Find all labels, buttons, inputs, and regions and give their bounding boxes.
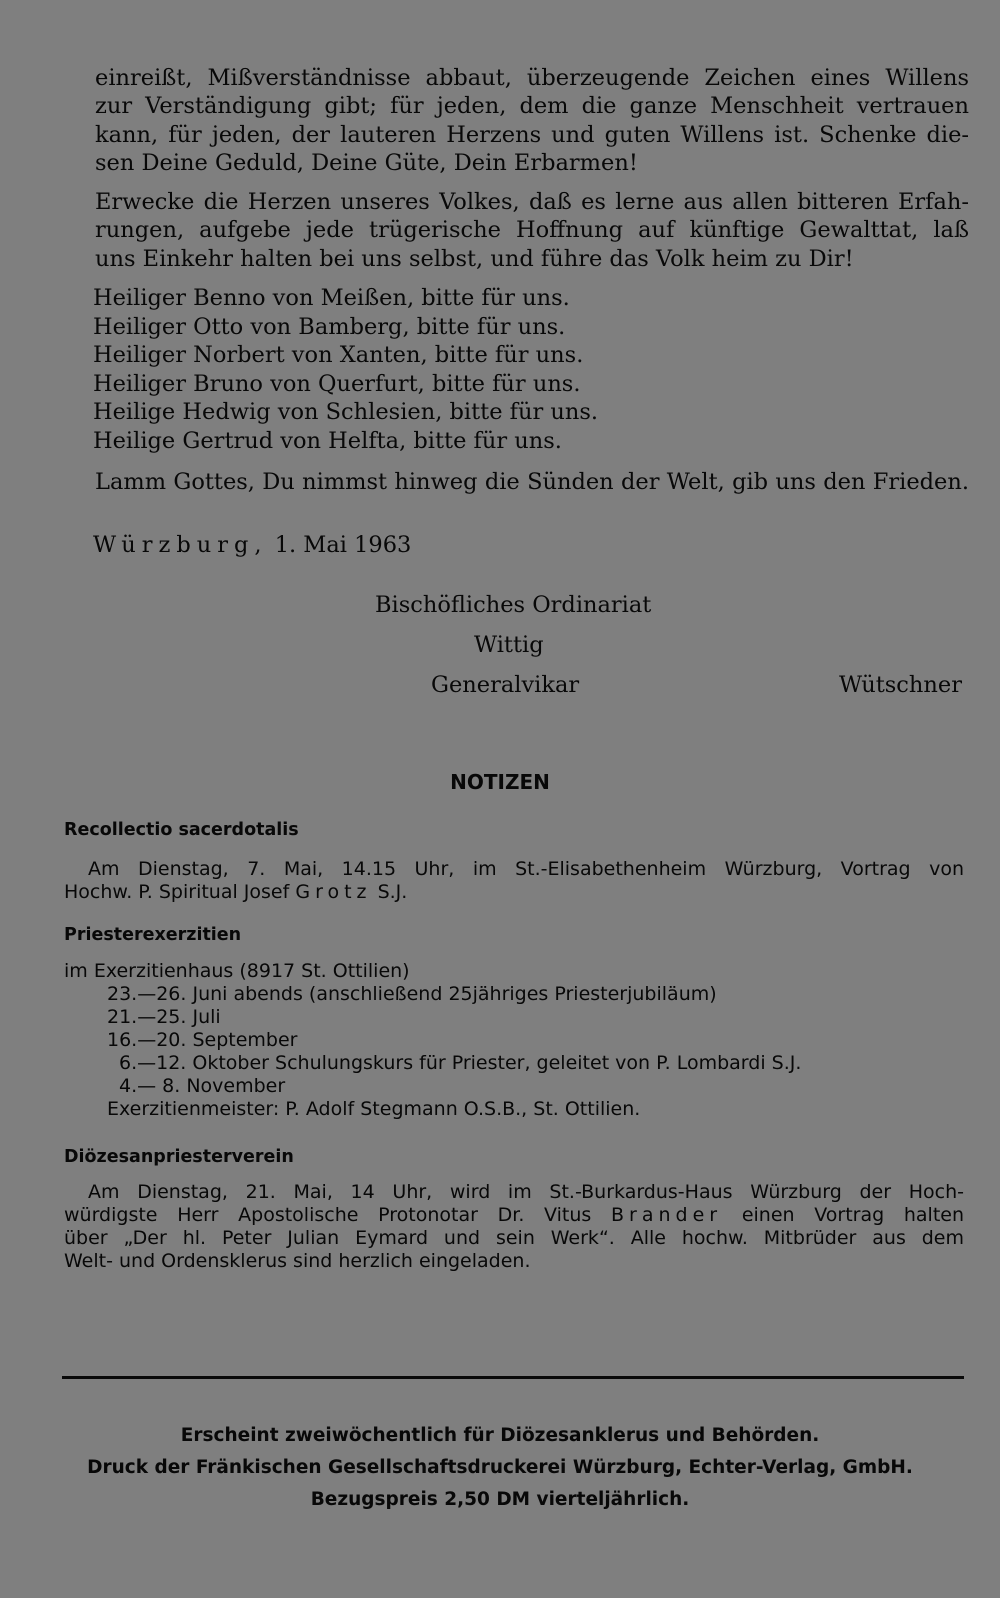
exerzitien-intro: im Exerzitienhaus (8917 St. Ottilien) <box>64 960 410 982</box>
signature-name: Wittig <box>474 632 544 658</box>
litany-line: Heilige Hedwig von Schlesien, bitte für uns. <box>93 399 599 426</box>
dateline-date: 1. Mai 1963 <box>274 532 412 558</box>
text-line: über „Der hl. Peter Julian Eymard und sein Werk“. Alle hochw. Mitbrüder aus dem <box>64 1227 964 1249</box>
prayer-paragraph-2 <box>95 188 969 273</box>
speaker-name: Grotz <box>295 881 372 903</box>
litany-line: Heiliger Otto von Bamberg, bitte für uns. <box>93 313 566 340</box>
section-heading-recollectio: Recollectio sacerdotalis <box>64 820 299 840</box>
prayer-closing <box>95 468 969 496</box>
date-line: 21.—25. Juli <box>107 1006 221 1028</box>
recollectio-text <box>64 858 964 904</box>
litany-line: Heiliger Benno von Meißen, bitte für uns. <box>93 285 570 311</box>
text-fragment: einen Vortrag halten <box>741 1204 965 1226</box>
prayer-paragraph-1 <box>95 64 969 178</box>
dateline <box>93 532 411 558</box>
signature-secretary: Wütschner <box>839 672 962 698</box>
text-line: Lamm Gottes, Du nimmst hinweg die Sünden der Welt, gib uns den Frieden. <box>95 469 969 495</box>
speaker-name: Brander <box>611 1204 723 1226</box>
text-fragment: S.J. <box>377 881 408 903</box>
section-heading-verein: Diözesanpriesterverein <box>64 1147 294 1167</box>
footer-imprint <box>0 1420 1000 1516</box>
text-line: uns Einkehr halten bei uns selbst, und führe das Volk heim zu Dir! <box>95 245 854 272</box>
dateline-city: Würzburg, <box>93 532 268 558</box>
footer-divider <box>62 1376 964 1379</box>
text-line: Welt- und Ordensklerus sind herzlich eingeladen. <box>64 1250 531 1272</box>
text-line: zur Verständigung gibt; für jeden, dem die ganze Menschheit vertrauen <box>95 93 969 120</box>
footer-line: Druck der Fränkischen Gesellschaftsdruckerei Würzburg, Echter-Verlag, GmbH. <box>87 1457 913 1478</box>
text-fragment: Hochw. P. Spiritual Josef <box>64 881 290 903</box>
verein-text <box>64 1181 964 1273</box>
text-line: sen Deine Geduld, Deine Güte, Dein Erbarmen! <box>95 150 638 177</box>
text-line: Am Dienstag, 7. Mai, 14.15 Uhr, im St.-Elisabethenheim Würzburg, Vortrag von <box>88 858 964 880</box>
signature-office: Bischöfliches Ordinariat <box>375 592 652 618</box>
section-heading-exerzitien: Priesterexerzitien <box>64 925 242 945</box>
date-line: 6.—12. Oktober Schulungskurs für Priester, geleitet von P. Lombardi S.J. <box>119 1052 802 1074</box>
text-line <box>64 881 964 904</box>
date-line: 4.— 8. November <box>119 1075 286 1097</box>
litany-line: Heiliger Bruno von Querfurt, bitte für uns. <box>93 370 581 397</box>
text-line: rungen, aufgebe jede trügerische Hoffnung auf künftige Gewalttat, laß <box>95 217 969 244</box>
litany-line: Heilige Gertrud von Helfta, bitte für uns. <box>93 427 562 454</box>
text-line: kann, für jeden, der lauteren Herzens und guten Willens ist. Schenke die- <box>95 121 969 148</box>
text-line: Erwecke die Herzen unseres Volkes, daß es lerne aus allen bitteren Erfah- <box>95 189 969 215</box>
exerzitien-dates <box>107 983 801 1121</box>
text-line: Am Dienstag, 21. Mai, 14 Uhr, wird im St.-Burkardus-Haus Würzburg der Hoch- <box>88 1181 964 1203</box>
text-line <box>64 1204 964 1227</box>
text-line: einreißt, Mißverständnisse abbaut, überzeugende Zeichen eines Willens <box>95 65 969 91</box>
litany-line: Heiliger Norbert von Xanten, bitte für uns. <box>93 342 584 369</box>
signature-title: Generalvikar <box>431 672 580 698</box>
date-line: 23.—26. Juni abends (anschließend 25jähriges Priesterjubiläum) <box>107 983 717 1005</box>
notizen-heading: NOTIZEN <box>450 770 550 794</box>
footer-line: Bezugspreis 2,50 DM vierteljährlich. <box>310 1489 690 1510</box>
text-fragment: würdigste Herr Apostolische Protonotar Dr. Vitus <box>64 1204 592 1226</box>
date-line: Exerzitienmeister: P. Adolf Stegmann O.S.B., St. Ottilien. <box>107 1098 641 1120</box>
saints-litany <box>93 284 598 456</box>
footer-line: Erscheint zweiwöchentlich für Diözesanklerus und Behörden. <box>180 1425 820 1446</box>
date-line: 16.—20. September <box>107 1029 298 1051</box>
